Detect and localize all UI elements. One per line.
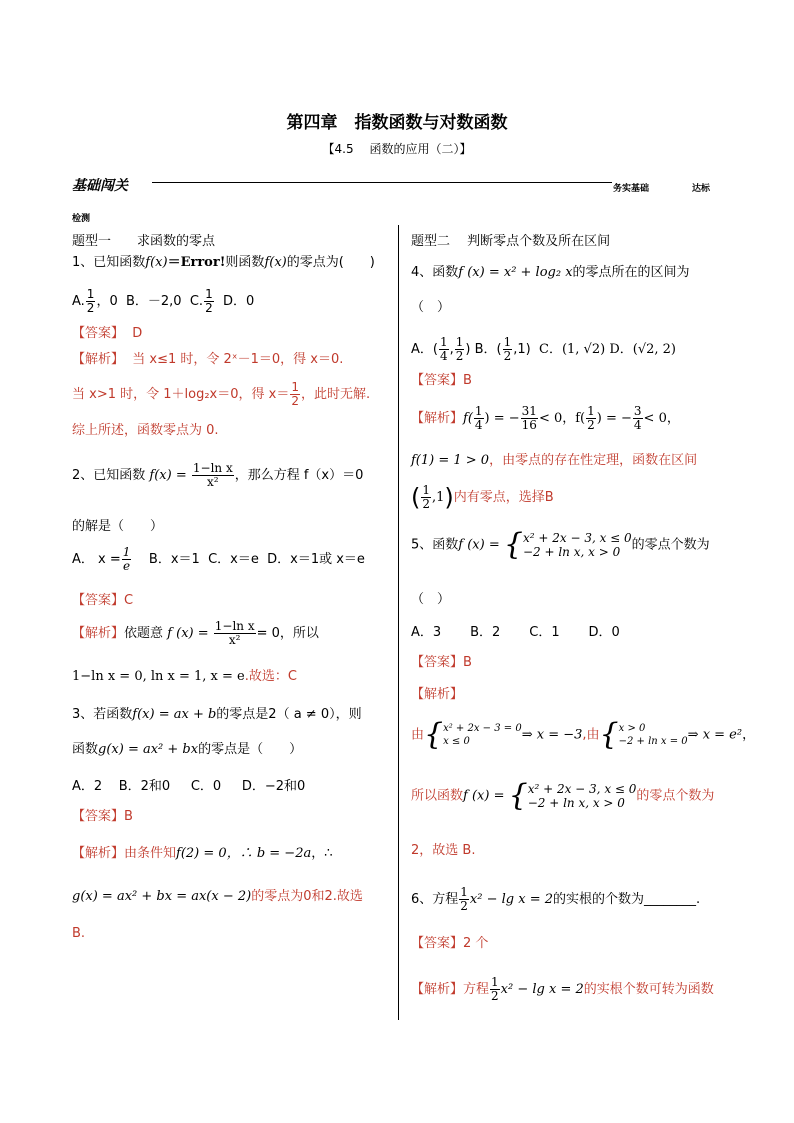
banner-right2: 达标 <box>692 184 711 194</box>
q5-paren: （ ） <box>411 592 451 607</box>
q4-analysis-2: f(1) = 1 > 0，由零点的存在性定理，函数在区间 <box>411 453 698 468</box>
q4-answer: 【答案】B <box>411 373 472 388</box>
q1-stem: 1、已知函数f(x)＝Error!则函数f(x)的零点为( ) <box>72 255 375 270</box>
q2-options: A． x = $\frac{1}{e}$ B．x＝1 C．x＝e D．x＝1或 x＝e <box>72 545 365 573</box>
q4-paren: （ ） <box>411 300 451 315</box>
q5-options: A．3 B．2 C．1 D．0 <box>411 625 620 640</box>
q3-answer: 【答案】B <box>72 809 133 824</box>
banner-right1: 务实基础 <box>613 184 650 194</box>
q4-stem: 4、函数f (x) = x² + log₂ x的零点所在的区间为 <box>411 265 690 280</box>
q2-stem: 2、已知函数 f(x) = $\frac{\text{1−ln x}}{\text{x²}}$ ，那么方程 f（x）＝0 <box>72 461 364 489</box>
q3-analysis-2: g(x) = ax² + bx = ax(x − 2)的零点为0和2.故选 <box>72 889 363 904</box>
q4-options: A．( $\frac{1}{4}$ , $\frac{1}{2}$ ) B．( $\frac{1}{2}$ ,1) C．(1, √2) D．(√2, 2) <box>411 335 676 363</box>
type1-title: 题型一 求函数的零点 <box>72 234 216 249</box>
q5-analysis-2: 所以函数f (x) = {x² + 2x − 3, x ≤ 0 −2 + ln x, x > 0 的零点个数为 <box>411 778 715 813</box>
q3-stem-1: 3、若函数f(x) = ax + b的零点是2（ a ≠ 0），则 <box>72 707 362 722</box>
q1-options: A. $\frac{1}{2}$ ，0 B．－2,0 C. $\frac{1}{2}$ D．0 <box>72 287 255 315</box>
column-divider <box>398 225 399 1020</box>
q3-options: A．2 B．2和0 C．0 D．−2和0 <box>72 779 306 794</box>
q2-analysis-2: 1−ln x = 0, ln x = 1, x = e.故选：C <box>72 669 297 684</box>
q5-analysis-1: 由{x² + 2x − 3 = 0 x ≤ 0 ⇒ x = −3,由{x > 0 −2 + ln x = 0⇒ x = e²， <box>411 717 756 752</box>
q6-stem: 6、方程 $\frac{1}{2}$ x² − lg x = 2的实根的个数为________. <box>411 885 701 913</box>
q5-stem: 5、函数f (x) = {x² + 2x − 3, x ≤ 0 −2 + ln x, x > 0 的零点个数为 <box>411 527 710 562</box>
q5-answer: 【答案】B <box>411 655 472 670</box>
q2-analysis-1: 【解析】依题意 f (x) = $\frac{\text{1−ln x}}{\text{x²}}$ = 0，所以 <box>72 619 319 647</box>
type2-title: 题型二 判断零点个数及所在区间 <box>411 234 611 249</box>
q3-analysis-1: 【解析】由条件知f(2) = 0，∴ b = −2a，∴ <box>72 846 333 861</box>
q1-answer: 【答案】 D <box>72 326 143 341</box>
q4-analysis-3: ( $\frac{1}{2}$ ,1)内有零点，选择B <box>411 483 554 512</box>
q2-answer: 【答案】C <box>72 593 134 608</box>
q5-analysis-label: 【解析】 <box>411 687 464 702</box>
q1-analysis-3: 综上所述，函数零点为 0. <box>72 423 219 438</box>
q4-analysis-1: 【解析】f( $\frac{1}{4}$ ) = − $\frac{31}{16}$ < 0，f( $\frac{1}{2}$ ) = − $\frac{3}{4}$ < 0， <box>411 404 680 432</box>
q5-analysis-3: 2，故选 B. <box>411 843 476 858</box>
q6-analysis: 【解析】方程 $\frac{1}{2}$ x² − lg x = 2的实根个数可转为函数 <box>411 975 714 1003</box>
q2-stem-2: 的解是（ ） <box>72 519 164 534</box>
q6-answer: 【答案】2 个 <box>411 936 489 951</box>
banner-sub: 检测 <box>72 214 91 224</box>
q1-analysis-2: 当 x>1 时，令 1＋log₂x＝0，得 x＝ $\frac{1}{2}$ ，此时无解. <box>72 380 371 408</box>
chapter-title: 第四章 指数函数与对数函数 <box>286 113 508 133</box>
section-title: 【4.5 函数的应用（二）】 <box>322 142 472 156</box>
banner-label: 基础闯关 <box>72 178 128 194</box>
q3-stem-2: 函数g(x) = ax² + bx的零点是（ ） <box>72 742 303 757</box>
banner-rule <box>152 182 612 183</box>
q1-analysis-1: 【解析】 当 x≤1 时，令 2ˣ－1＝0，得 x＝0. <box>72 352 344 367</box>
q3-analysis-3: B. <box>72 926 86 941</box>
